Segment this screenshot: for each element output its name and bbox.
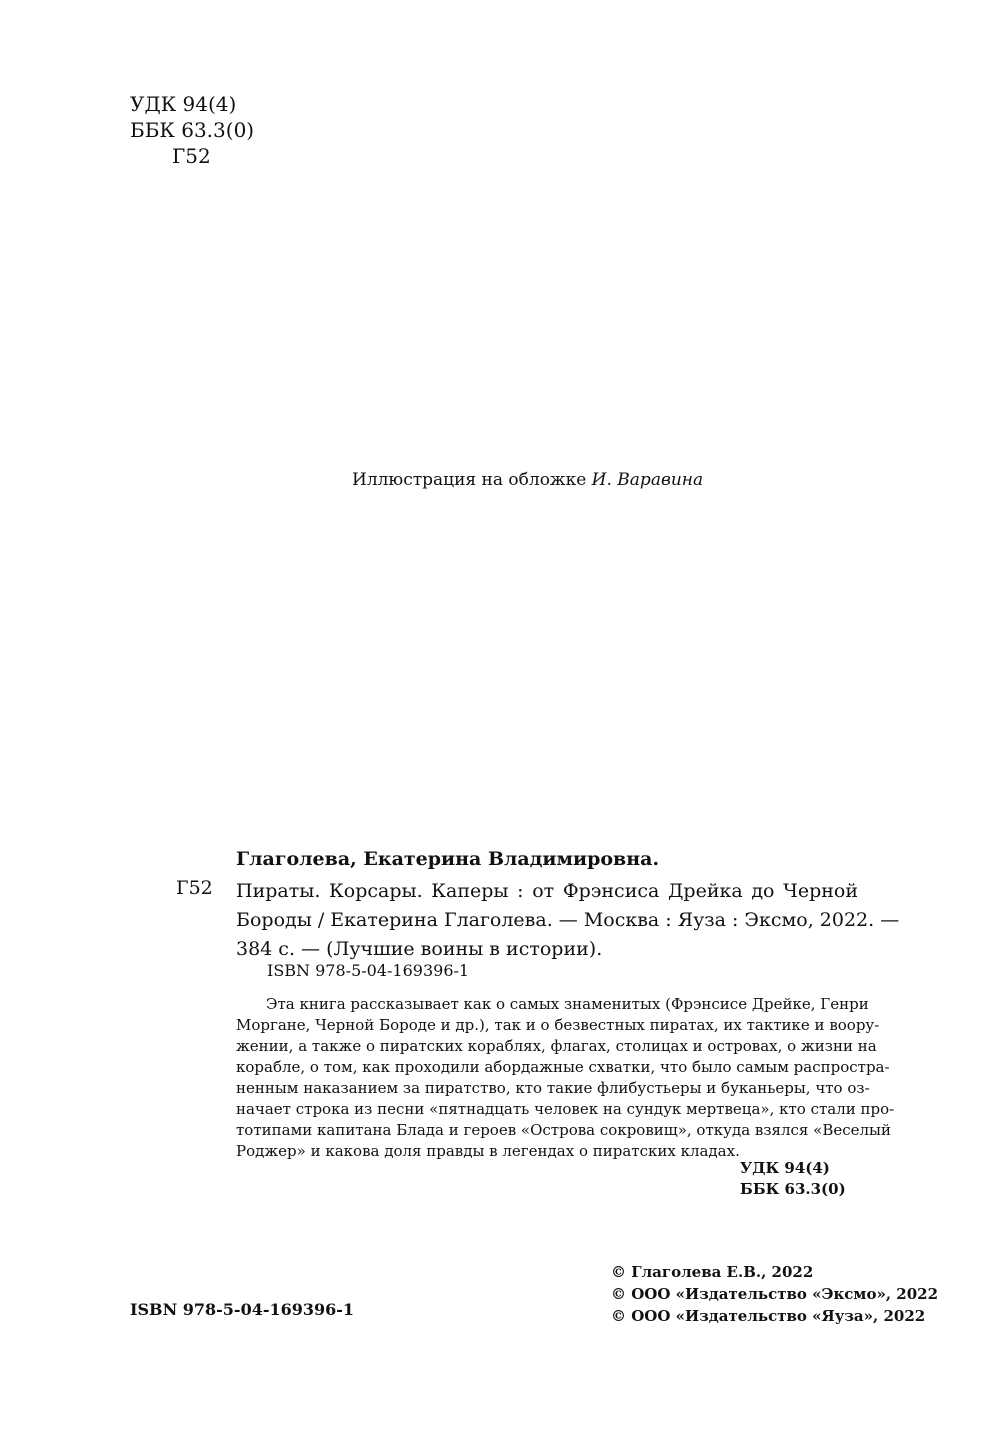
top-udk-code: УДК 94(4) [130, 92, 237, 116]
illustration-credit-prefix: Иллюстрация на обложке [352, 470, 592, 490]
copyright-line: © ООО «Издательство «Яуза», 2022 [611, 1307, 926, 1325]
annotation-line: жении, а также о пиратских кораблях, флагах, столицах и островах, о жизни на [236, 1037, 877, 1055]
top-classification-codes [130, 91, 254, 169]
annotation-line: ненным наказанием за пиратство, кто такие флибустьеры и буканьеры, что оз- [236, 1079, 870, 1097]
bottom-isbn: ISBN 978-5-04-169396-1 [130, 1300, 355, 1319]
annotation-line: Моргане, Черной Бороде и др.), так и о безвестных пиратах, их тактике и воору- [236, 1016, 880, 1034]
annotation-line: корабле, о том, как проходили абордажные схватки, что было самым распростра- [236, 1058, 890, 1076]
card-isbn: ISBN 978-5-04-169396-1 [267, 961, 470, 980]
illustrator-name: И. Варавина [591, 470, 704, 490]
copyright-block [611, 1261, 938, 1327]
copyright-line: © ООО «Издательство «Эксмо», 2022 [611, 1285, 939, 1303]
card-bbk-code: ББК 63.3(0) [740, 1180, 846, 1198]
card-author-heading: Глаголева, Екатерина Владимировна. [236, 848, 660, 870]
card-description-line: Бороды / Екатерина Глаголева. — Москва : Яуза : Эксмо, 2022. — [236, 909, 900, 931]
annotation-line: Эта книга рассказывает как о самых знаменитых (Фрэнсисе Дрейке, Генри [266, 995, 869, 1013]
card-annotation [236, 994, 895, 1162]
card-author-sign: Г52 [176, 877, 213, 899]
top-bbk-code: ББК 63.3(0) [130, 118, 255, 142]
card-udk-code: УДК 94(4) [740, 1159, 830, 1177]
copyright-line: © Глаголева Е.В., 2022 [611, 1263, 814, 1281]
top-author-sign: Г52 [172, 144, 211, 168]
annotation-line: Роджер» и какова доля правды в легендах о пиратских кладах. [236, 1142, 740, 1160]
annotation-line: начает строка из песни «пятнадцать человек на сундук мертвеца», кто стали про- [236, 1100, 895, 1118]
illustration-credit [352, 470, 703, 490]
card-classification-codes [740, 1158, 856, 1200]
card-description-line: Пираты. Корсары. Каперы : от Фрэнсиса Дрейка до Черной [236, 880, 858, 902]
card-description-line: 384 с. — (Лучшие воины в истории). [236, 938, 603, 960]
annotation-line: тотипами капитана Блада и героев «Острова сокровищ», откуда взялся «Веселый [236, 1121, 891, 1139]
card-bibliographic-description [236, 877, 900, 964]
